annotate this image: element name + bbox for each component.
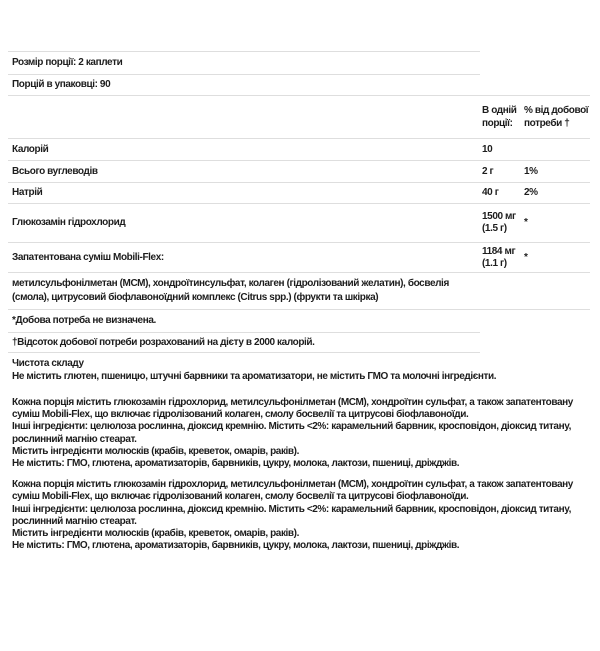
nutrient-label: Всього вуглеводів <box>12 165 98 177</box>
description-line: Інші інгредієнти: целюлоза рослинна, діоксид кремнію. Містить <2%: карамельний барвник, кросповідон, діоксид титану, рослинний магнію стеарат. <box>12 503 572 527</box>
table-row <box>8 183 590 203</box>
description-line: Кожна порція містить глюкозамін гідрохлорид, метилсульфонілметан (МСМ), хондроїтин сульфат, а також запатентовану суміш Mobili-Flex, що включає гідролізований колаген, смолу босвелії та цитрусові біофлавоноїди. <box>12 479 573 503</box>
blend-ingredients-row <box>8 273 590 309</box>
table-row <box>8 243 590 272</box>
nutrient-label: Глюкозамін гідрохлорид <box>12 217 126 228</box>
nutrient-label: Натрій <box>12 187 43 198</box>
supplement-facts-panel <box>8 51 590 552</box>
description-line: Кожна порція містить глюкозамін гідрохлорид, метилсульфонілметан (МСМ), хондроїтин сульфат, а також запатентовану суміш Mobili-Flex, що включає гідролізований колаген, смолу босвелії та цитрусові біофлавоноїди. <box>12 397 573 421</box>
amount-column-header: В одній порції: <box>482 105 517 129</box>
description-line: Містить інгредієнти молюсків (крабів, креветок, омарів, раків). <box>12 528 299 540</box>
nutrient-amount: 1184 мг (1.1 г) <box>482 245 516 269</box>
table-header-row <box>8 96 590 138</box>
description-paragraph <box>8 397 590 470</box>
table-row <box>8 204 590 242</box>
footnote-percent-row <box>8 333 590 352</box>
nutrient-dv: 1% <box>524 165 538 177</box>
servings-per-container-row <box>8 75 590 95</box>
purity-heading: Чистота складу <box>12 358 84 369</box>
divider <box>8 352 480 353</box>
table-row <box>8 161 590 182</box>
nutrient-label: Калорій <box>12 143 49 155</box>
nutrient-dv: * <box>524 217 528 228</box>
footnote-daily-value-text: *Добова потреба не визначена. <box>12 315 156 326</box>
table-row <box>8 139 590 160</box>
serving-size-row <box>8 52 590 74</box>
nutrient-label: Запатентована суміш Mobili-Flex: <box>12 251 164 263</box>
description-line: Не містить: ГМО, глютена, ароматизаторів, барвників, цукру, молока, лактози, пшениці, дріжджів. <box>12 540 460 552</box>
description-line: Не містить: ГМО, глютена, ароматизаторів, барвників, цукру, молока, лактози, пшениці, дріжджів. <box>12 458 460 470</box>
nutrient-amount: 40 г <box>482 187 499 198</box>
purity-section <box>8 358 590 383</box>
purity-text: Не містить глютен, пшеницю, штучні барвники та ароматизатори, не містить ГМО та молочні інгредієнти. <box>12 370 497 382</box>
nutrient-dv: * <box>524 251 528 263</box>
footnote-daily-value-row <box>8 310 590 332</box>
serving-size-text: Розмір порції: 2 каплети <box>12 57 123 68</box>
description-paragraph <box>8 479 590 552</box>
nutrient-amount: 1500 мг (1.5 г) <box>482 211 516 234</box>
nutrient-amount: 2 г <box>482 165 494 177</box>
description-line: Інші інгредієнти: целюлоза рослинна, діоксид кремнію. Містить <2%: карамельний барвник, кросповідон, діоксид титану, рослинний магнію стеарат. <box>12 421 572 445</box>
nutrient-dv: 2% <box>524 187 538 198</box>
servings-per-container-text: Порцій в упаковці: 90 <box>12 79 111 90</box>
blend-ingredients-text: метилсульфонілметан (МСМ), хондроїтинсульфат, колаген (гідролізований желатин), босвелія (смола), цитрусовий біофлавоноїдний комплекс (Citrus spp.) (фрукти та шкірка) <box>12 278 449 303</box>
footnote-percent-text: †Відсоток добової потреби розрахований на дієту в 2000 калорій. <box>12 336 315 348</box>
daily-value-column-header: % від добової потреби † <box>524 105 589 129</box>
nutrient-amount: 10 <box>482 143 493 155</box>
description-line: Містить інгредієнти молюсків (крабів, креветок, омарів, раків). <box>12 445 299 457</box>
